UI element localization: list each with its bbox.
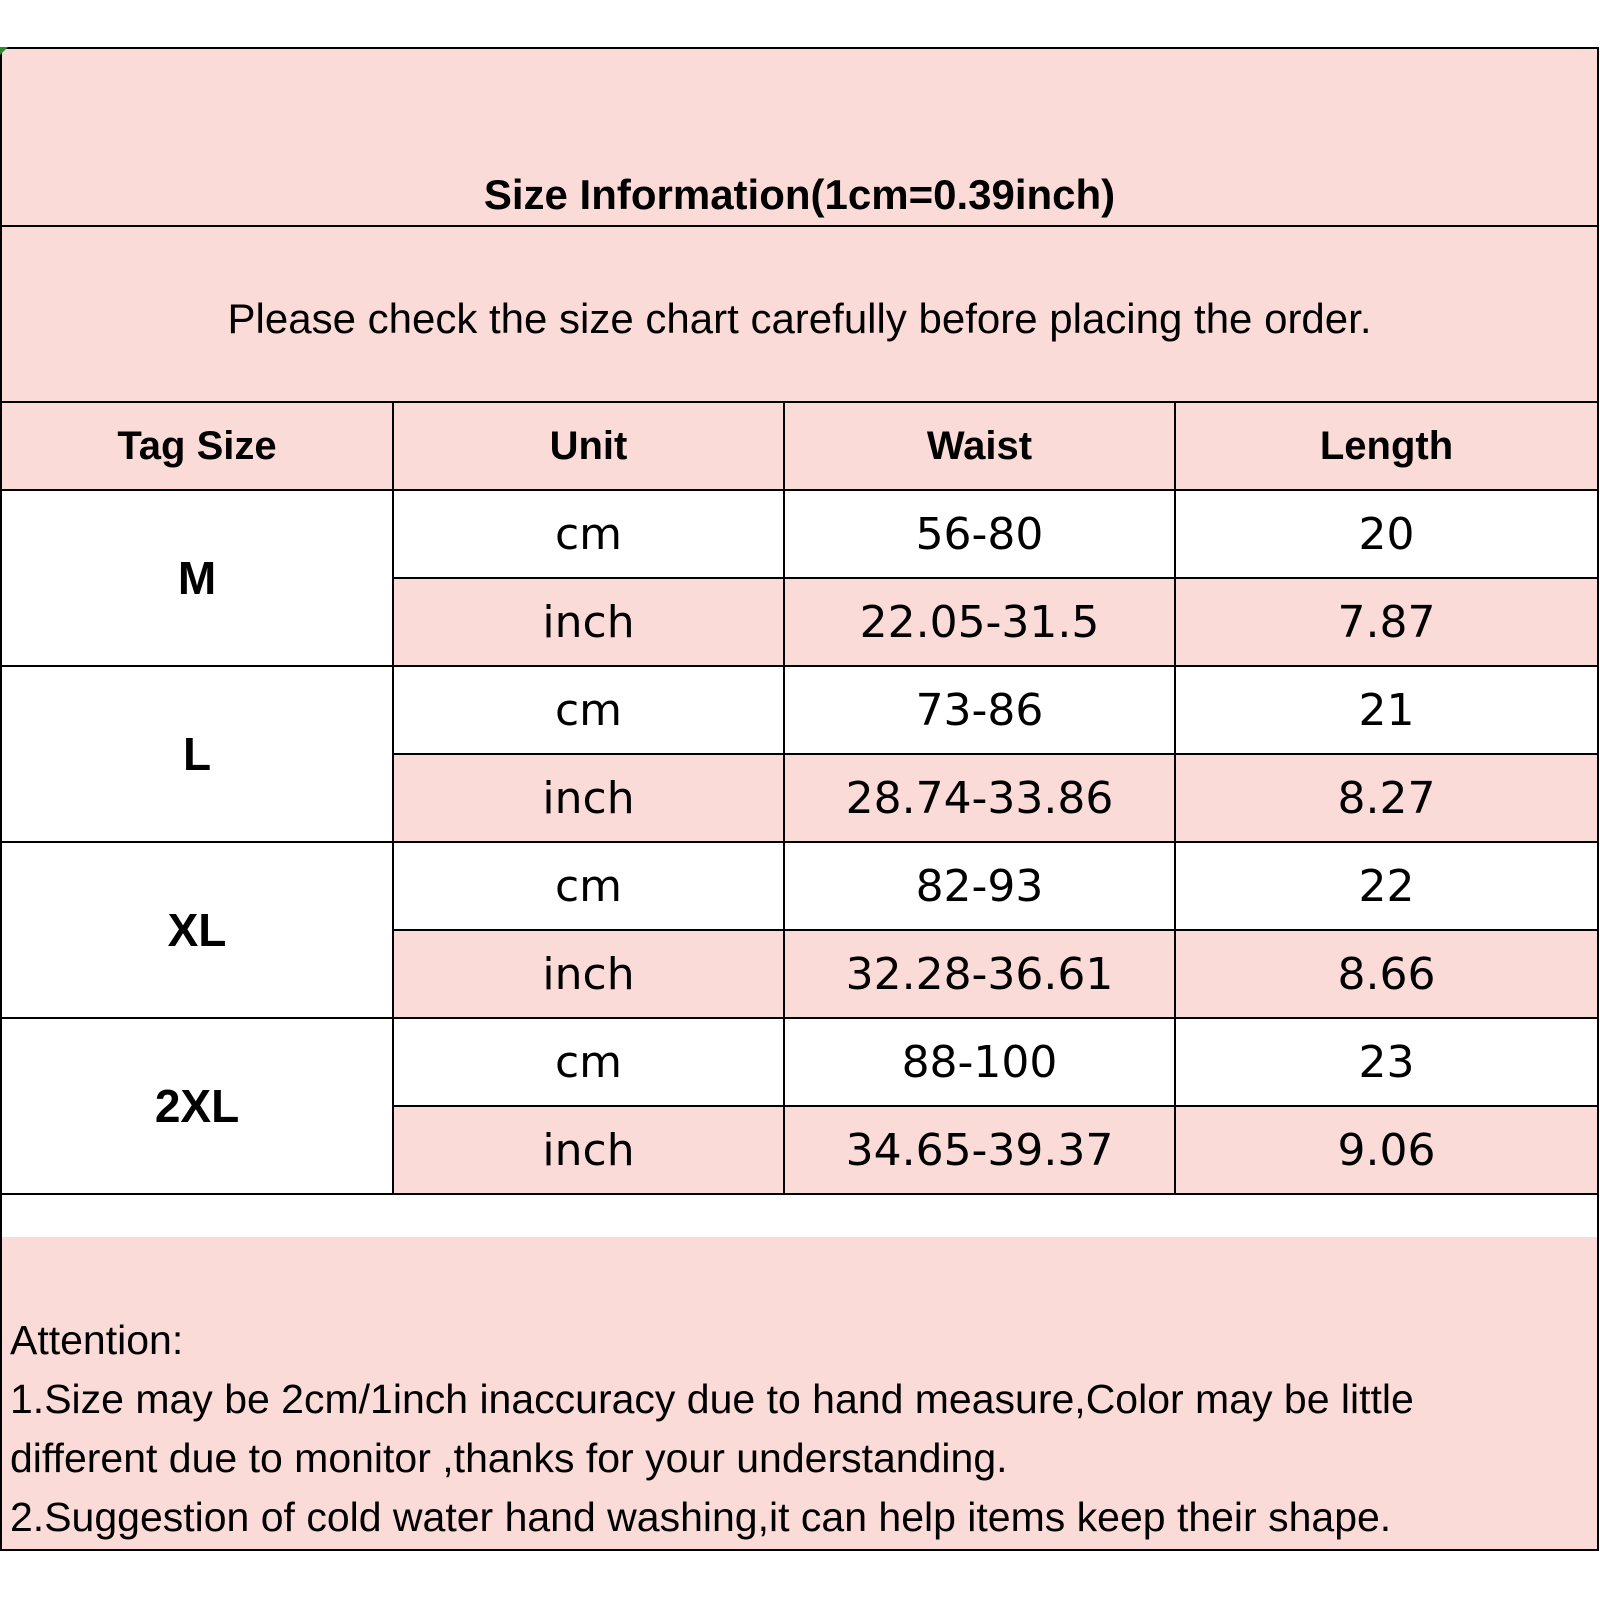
table-row bbox=[2, 1018, 1597, 1106]
title-band bbox=[2, 49, 1597, 227]
attention-heading: Attention: bbox=[10, 1317, 184, 1363]
length-cell: 9.06 bbox=[1175, 1106, 1597, 1194]
unit-cell: inch bbox=[393, 1106, 784, 1194]
waist-cell: 34.65-39.37 bbox=[784, 1106, 1175, 1194]
tag-size-cell: 2XL bbox=[2, 1018, 393, 1194]
unit-cell: cm bbox=[393, 842, 784, 930]
length-cell: 8.27 bbox=[1175, 754, 1597, 842]
waist-cell: 73-86 bbox=[784, 666, 1175, 754]
header-length: Length bbox=[1175, 403, 1597, 490]
table-row bbox=[2, 490, 1597, 578]
tag-size-cell: L bbox=[2, 666, 393, 842]
notice-band bbox=[2, 227, 1597, 403]
table-row bbox=[2, 842, 1597, 930]
waist-cell: 56-80 bbox=[784, 490, 1175, 578]
corner-marker bbox=[0, 47, 8, 55]
header-waist: Waist bbox=[784, 403, 1175, 490]
tag-size-cell: M bbox=[2, 490, 393, 666]
header-tag-size: Tag Size bbox=[2, 403, 393, 490]
length-cell: 7.87 bbox=[1175, 578, 1597, 666]
notice-text: Please check the size chart carefully before placing the order. bbox=[227, 295, 1372, 342]
unit-cell: inch bbox=[393, 754, 784, 842]
length-cell: 21 bbox=[1175, 666, 1597, 754]
length-cell: 23 bbox=[1175, 1018, 1597, 1106]
header-unit: Unit bbox=[393, 403, 784, 490]
waist-cell: 82-93 bbox=[784, 842, 1175, 930]
length-cell: 22 bbox=[1175, 842, 1597, 930]
unit-cell: cm bbox=[393, 666, 784, 754]
tag-size-cell: XL bbox=[2, 842, 393, 1018]
unit-cell: inch bbox=[393, 578, 784, 666]
waist-cell: 32.28-36.61 bbox=[784, 930, 1175, 1018]
waist-cell: 88-100 bbox=[784, 1018, 1175, 1106]
attention-section bbox=[2, 1237, 1597, 1549]
attention-line: different due to monitor ,thanks for your understanding. bbox=[10, 1435, 1008, 1481]
length-cell: 8.66 bbox=[1175, 930, 1597, 1018]
chart-title: Size Information(1cm=0.39inch) bbox=[483, 171, 1116, 218]
unit-cell: cm bbox=[393, 1018, 784, 1106]
attention-text bbox=[10, 1311, 1593, 1547]
waist-cell: 28.74-33.86 bbox=[784, 754, 1175, 842]
size-chart bbox=[0, 47, 1599, 1551]
attention-line: 1.Size may be 2cm/1inch inaccuracy due to hand measure,Color may be little bbox=[10, 1376, 1414, 1422]
unit-cell: inch bbox=[393, 930, 784, 1018]
attention-line: 2.Suggestion of cold water hand washing,it can help items keep their shape. bbox=[10, 1494, 1392, 1540]
table-header-row bbox=[2, 403, 1597, 490]
unit-cell: cm bbox=[393, 490, 784, 578]
size-table bbox=[2, 403, 1597, 1195]
length-cell: 20 bbox=[1175, 490, 1597, 578]
waist-cell: 22.05-31.5 bbox=[784, 578, 1175, 666]
table-row bbox=[2, 666, 1597, 754]
